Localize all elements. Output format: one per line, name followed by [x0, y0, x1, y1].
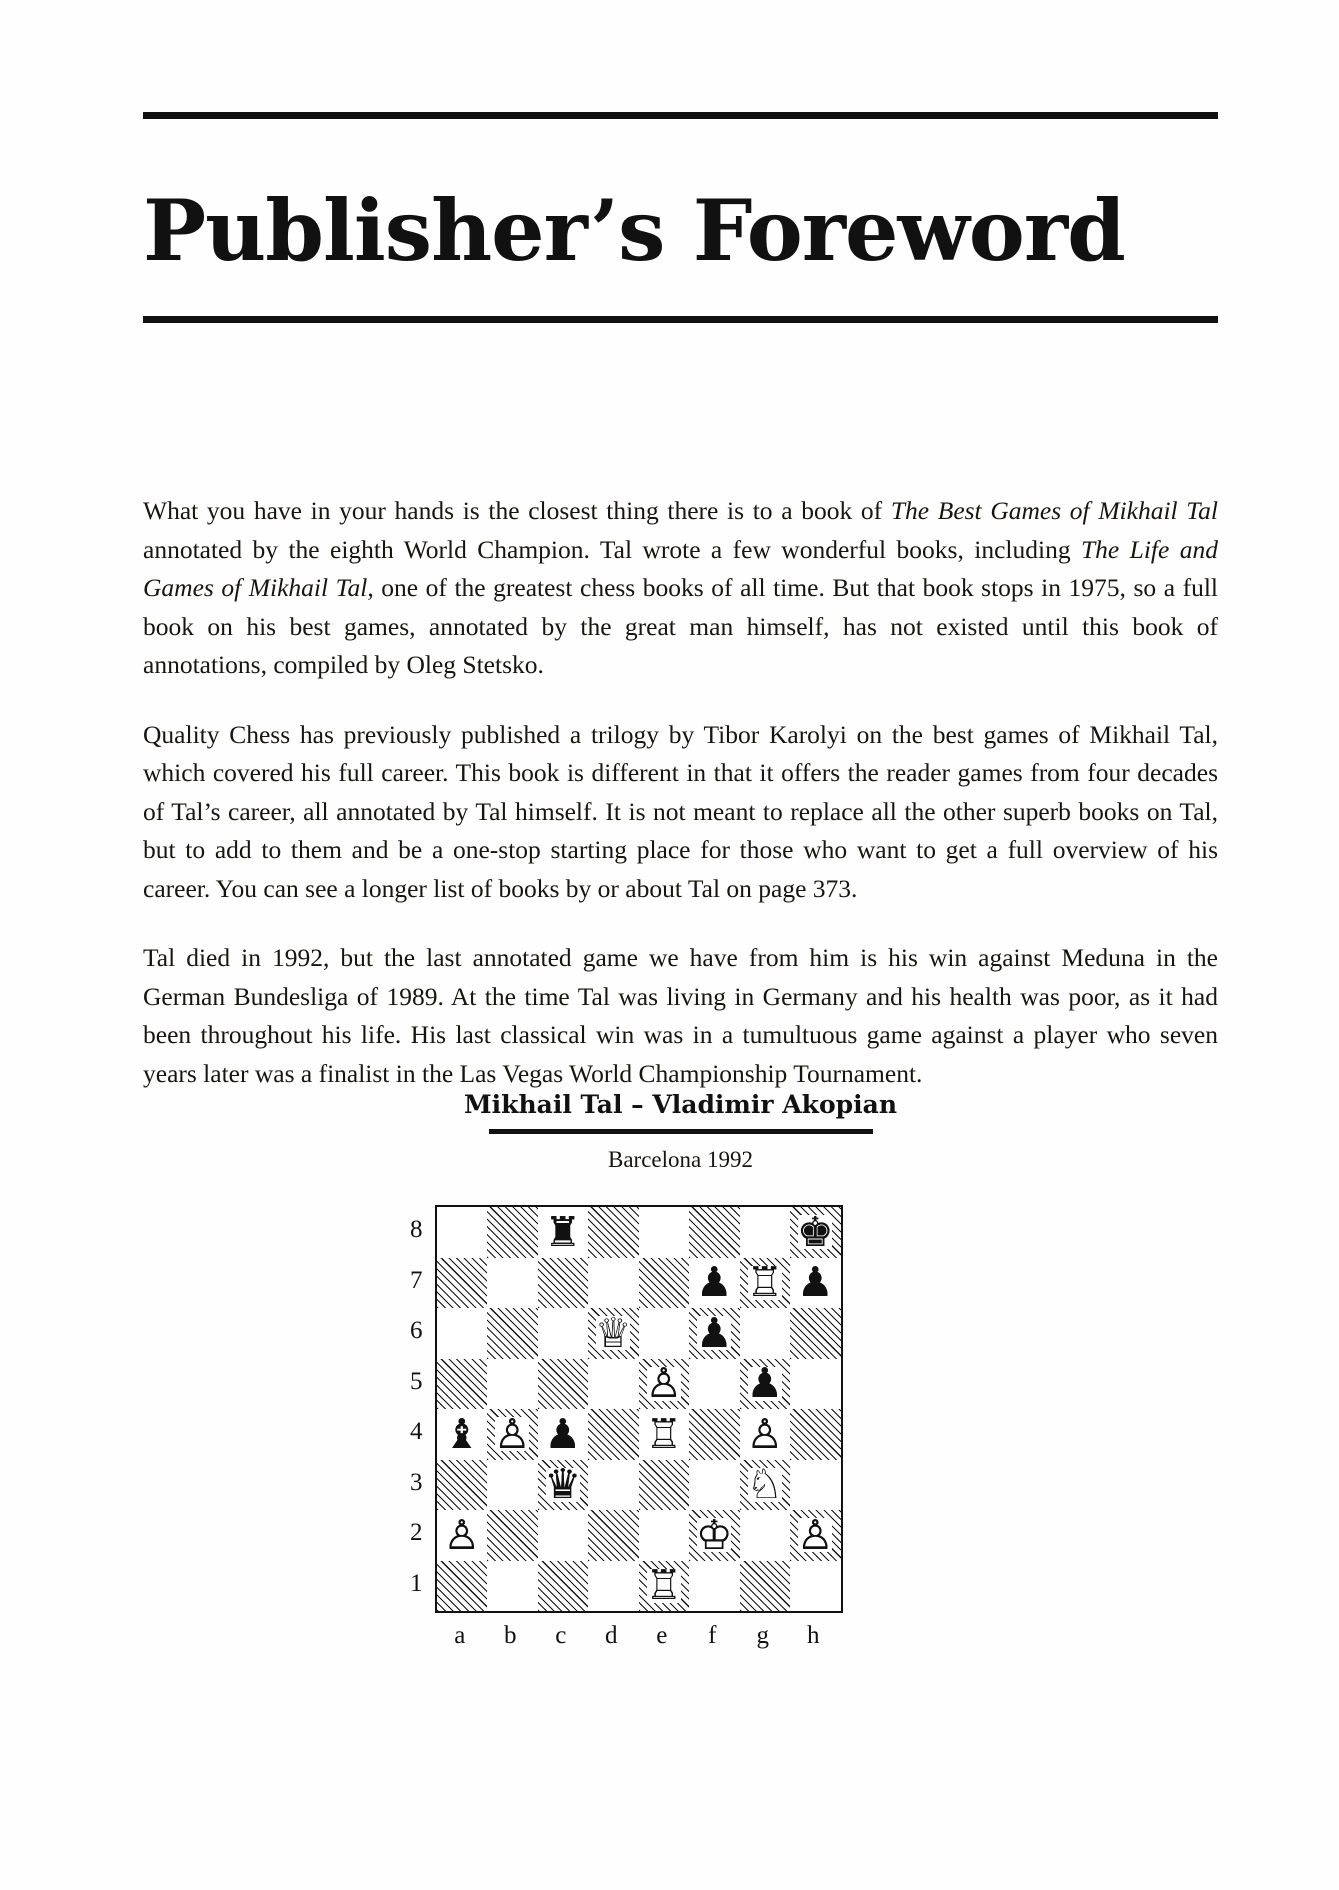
board-square-h3 [790, 1460, 841, 1511]
page-title: Publisher’s Foreword [143, 181, 1125, 281]
file-label: g [756, 1622, 769, 1649]
board-square-e2 [639, 1510, 690, 1561]
rank-label: 4 [410, 1418, 423, 1445]
text-run: The Best Games of Mikhail Tal [890, 496, 1218, 525]
white-rook-icon: ♖ [645, 1561, 683, 1610]
black-bishop-icon: ♝ [443, 1409, 481, 1458]
board-square-b4 [487, 1409, 538, 1460]
rank-label: 1 [410, 1569, 423, 1597]
board-square-g8 [740, 1207, 791, 1258]
board-square-g2 [740, 1510, 791, 1561]
file-label: f [708, 1622, 717, 1649]
board-square-d5 [588, 1359, 639, 1410]
white-pawn-icon: ♙ [493, 1409, 531, 1458]
chess-board [435, 1205, 843, 1613]
text-run: What you have in your hands is the closest thing there is to a book of [143, 496, 891, 525]
board-square-a1 [437, 1561, 488, 1612]
board-square-c2 [538, 1510, 589, 1561]
rank-label: 6 [410, 1317, 423, 1344]
file-label: d [605, 1622, 618, 1649]
board-square-d2 [588, 1510, 639, 1561]
board-square-f7 [689, 1258, 740, 1309]
file-label: b [504, 1622, 517, 1649]
board-square-e4 [639, 1409, 690, 1460]
board-square-b8 [487, 1207, 538, 1258]
board-square-h8 [790, 1207, 841, 1258]
board-square-c6 [538, 1308, 589, 1359]
board-square-c3 [538, 1460, 589, 1511]
white-rook-icon: ♖ [645, 1409, 683, 1458]
board-square-d7 [588, 1258, 639, 1309]
board-square-g6 [740, 1308, 791, 1359]
board-square-a3 [437, 1460, 488, 1511]
board-square-b5 [487, 1359, 538, 1410]
board-square-a2 [437, 1510, 488, 1561]
board-square-g3 [740, 1460, 791, 1511]
board-square-f6 [689, 1308, 740, 1359]
black-pawn-icon: ♟ [695, 1258, 733, 1307]
board-square-a6 [437, 1308, 488, 1359]
black-pawn-icon: ♟ [796, 1258, 834, 1307]
paragraph-3 [143, 939, 1218, 1093]
file-labels [435, 1622, 839, 1650]
board-square-b3 [487, 1460, 538, 1511]
board-square-c1 [538, 1561, 589, 1612]
board-square-d3 [588, 1460, 639, 1511]
board-square-h5 [790, 1359, 841, 1410]
black-pawn-icon: ♟ [695, 1308, 733, 1357]
board-square-h2 [790, 1510, 841, 1561]
board-square-c8 [538, 1207, 589, 1258]
board-square-h1 [790, 1561, 841, 1612]
board-square-h4 [790, 1409, 841, 1460]
board-square-e7 [639, 1258, 690, 1309]
file-label: e [656, 1622, 668, 1649]
board-square-d8 [588, 1207, 639, 1258]
board-square-b1 [487, 1561, 538, 1612]
rank-label: 2 [410, 1519, 423, 1546]
rank-label: 7 [410, 1266, 423, 1294]
text-run: The Life and Games of Mikhail Tal [143, 534, 1218, 602]
board-square-g7 [740, 1258, 791, 1309]
board-square-d6 [588, 1308, 639, 1359]
title-rule-bottom [143, 316, 1218, 323]
paragraph-1 [143, 492, 1218, 685]
white-pawn-icon: ♙ [443, 1510, 481, 1559]
board-square-a4 [437, 1409, 488, 1460]
game-players: Mikhail Tal – Vladimir Akopian [463, 1090, 898, 1119]
board-square-a5 [437, 1359, 488, 1410]
file-label: c [555, 1622, 567, 1649]
file-label: h [807, 1622, 820, 1649]
board-square-g5 [740, 1359, 791, 1410]
board-square-e5 [639, 1359, 690, 1410]
text-run: annotated by the eighth World Champion. Tal wrote a few wonderful books, including [143, 534, 1081, 564]
text-run: , one of the greatest chess books of all time. But that book stops in 1975, so a full book on his best games, annotated by the great man himself, has not existed until this book of annotations, compiled by Oleg Stetsko. [143, 573, 1218, 679]
rank-label: 3 [410, 1468, 423, 1496]
text-run: Tal died in 1992, but the last annotated game we have from him is his win against Meduna in the German Bundesliga of 1989. At the time Tal was living in Germany and his health was poor, as it had been throughout his life. His last classical win was in a tumultuous game against a player who seven years later was a finalist in the Las Vegas World Championship Tournament. [143, 943, 1218, 1088]
board-square-e1 [639, 1561, 690, 1612]
board-square-b7 [487, 1258, 538, 1309]
board-square-f4 [689, 1409, 740, 1460]
game-header-rule [489, 1129, 873, 1134]
white-king-icon: ♔ [695, 1510, 733, 1559]
white-rook-icon: ♖ [746, 1258, 784, 1307]
black-rook-icon: ♜ [544, 1207, 582, 1256]
rank-labels [391, 1205, 423, 1609]
board-square-e8 [639, 1207, 690, 1258]
board-square-f1 [689, 1561, 740, 1612]
board-square-g4 [740, 1409, 791, 1460]
board-square-d4 [588, 1409, 639, 1460]
white-knight-icon: ♘ [746, 1460, 784, 1509]
board-square-a7 [437, 1258, 488, 1309]
board-square-g1 [740, 1561, 791, 1612]
white-pawn-icon: ♙ [796, 1510, 834, 1559]
board-square-c7 [538, 1258, 589, 1309]
paragraph-2 [143, 716, 1218, 909]
board-square-f8 [689, 1207, 740, 1258]
body-text-column [143, 492, 1218, 1093]
chess-diagram [0, 1205, 1339, 1650]
board-square-e3 [639, 1460, 690, 1511]
rank-label: 5 [410, 1367, 423, 1395]
board-square-d1 [588, 1561, 639, 1612]
board-square-a8 [437, 1207, 488, 1258]
board-square-f5 [689, 1359, 740, 1410]
board-square-b6 [487, 1308, 538, 1359]
file-label: a [454, 1622, 466, 1649]
board-square-h6 [790, 1308, 841, 1359]
black-pawn-icon: ♟ [544, 1409, 582, 1458]
title-rule-top [143, 112, 1218, 119]
game-event: Barcelona 1992 [608, 1147, 753, 1172]
board-square-c4 [538, 1409, 589, 1460]
black-pawn-icon: ♟ [746, 1359, 784, 1408]
board-square-b2 [487, 1510, 538, 1561]
white-queen-icon: ♕ [594, 1308, 632, 1357]
board-square-c5 [538, 1359, 589, 1410]
board-square-f3 [689, 1460, 740, 1511]
text-run: Quality Chess has previously published a trilogy by Tibor Karolyi on the best games of Mikhail Tal, which covered his full career. This book is different in that it offers the reader games from four decades of Tal’s career, all annotated by Tal himself. It is not meant to replace all the other superb books on Tal, but to add to them and be a one-stop starting place for those who want to get a full overview of his career. You can see a longer list of books by or about Tal on page 373. [143, 719, 1218, 903]
white-pawn-icon: ♙ [746, 1409, 784, 1458]
board-square-e6 [639, 1308, 690, 1359]
board-square-f2 [689, 1510, 740, 1561]
game-header [143, 1090, 1218, 1173]
rank-label: 8 [410, 1216, 423, 1243]
black-king-icon: ♚ [796, 1207, 834, 1256]
black-queen-icon: ♛ [544, 1460, 582, 1509]
white-pawn-icon: ♙ [645, 1359, 683, 1408]
board-square-h7 [790, 1258, 841, 1309]
